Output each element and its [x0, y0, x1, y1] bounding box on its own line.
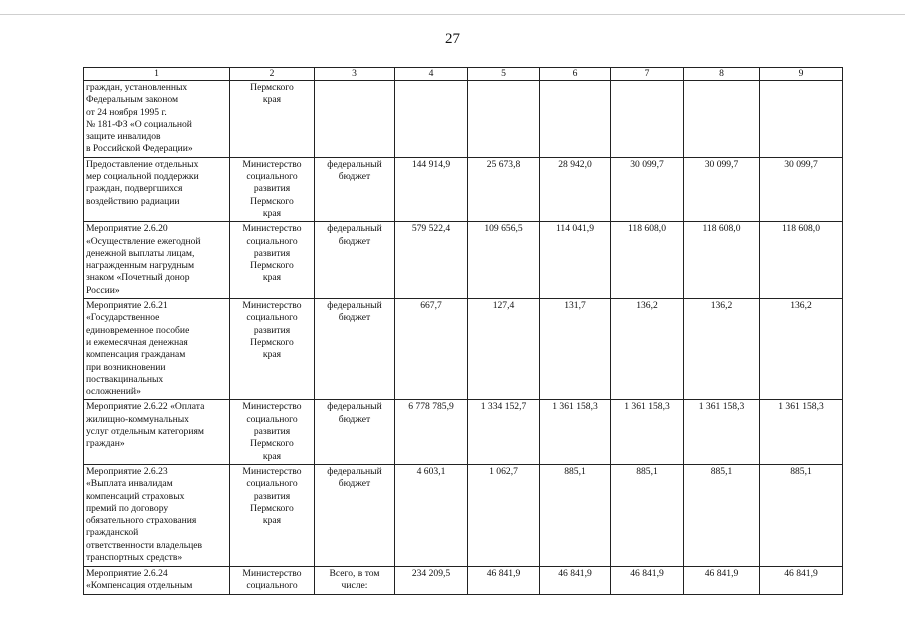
value-cell: 1 361 158,3 [760, 400, 843, 464]
value-cell: 1 361 158,3 [540, 400, 611, 464]
executor-cell: Министерство социального развития Пермского края [230, 299, 315, 400]
funding-source: федеральный бюджет [315, 400, 395, 464]
executor-cell: Министерство социального развития Пермского края [230, 400, 315, 464]
page-number: 27 [445, 31, 460, 47]
value-cell [468, 81, 540, 158]
value-cell: 144 914,9 [395, 157, 468, 221]
value-cell: 136,2 [684, 299, 760, 400]
executor-cell: Пермского края [230, 81, 315, 158]
column-header: 5 [468, 68, 540, 81]
value-cell: 127,4 [468, 299, 540, 400]
table-row [84, 157, 843, 221]
funding-source: федеральный бюджет [315, 299, 395, 400]
table-row [84, 81, 843, 158]
value-cell [611, 81, 684, 158]
value-cell [760, 81, 843, 158]
value-cell: 25 673,8 [468, 157, 540, 221]
funding-source: федеральный бюджет [315, 464, 395, 566]
value-cell: 885,1 [684, 464, 760, 566]
value-cell: 234 209,5 [395, 566, 468, 594]
executor-cell: Министерство социального развития Пермского края [230, 464, 315, 566]
measure-name: Мероприятие 2.6.20 «Осуществление ежегодной денежной выплаты лицам, награжденным нагрудным знаком «Почетный донор России» [84, 222, 230, 299]
value-cell: 136,2 [611, 299, 684, 400]
value-cell: 885,1 [760, 464, 843, 566]
value-cell: 114 041,9 [540, 222, 611, 299]
funding-source: федеральный бюджет [315, 222, 395, 299]
funding-source: федеральный бюджет [315, 157, 395, 221]
value-cell: 30 099,7 [684, 157, 760, 221]
measures-table [83, 67, 843, 595]
value-cell: 1 361 158,3 [611, 400, 684, 464]
value-cell [684, 81, 760, 158]
column-header: 2 [230, 68, 315, 81]
measure-name: Мероприятие 2.6.23 «Выплата инвалидам компенсаций страховых премий по договору обязательного страхования гражданской ответственности владельцев транспортных средств» [84, 464, 230, 566]
value-cell: 6 778 785,9 [395, 400, 468, 464]
value-cell: 1 334 152,7 [468, 400, 540, 464]
value-cell: 131,7 [540, 299, 611, 400]
funding-source [315, 81, 395, 158]
value-cell: 30 099,7 [611, 157, 684, 221]
measure-name: Предоставление отдельных мер социальной поддержки граждан, подвергшихся воздействию радиации [84, 157, 230, 221]
table-row [84, 222, 843, 299]
value-cell: 1 062,7 [468, 464, 540, 566]
measure-name: Мероприятие 2.6.22 «Оплата жилищно-коммунальных услуг отдельным категориям граждан» [84, 400, 230, 464]
value-cell: 118 608,0 [611, 222, 684, 299]
column-header: 4 [395, 68, 468, 81]
table-row [84, 566, 843, 594]
column-header: 9 [760, 68, 843, 81]
scan-top-edge [0, 14, 905, 15]
value-cell: 579 522,4 [395, 222, 468, 299]
column-header: 3 [315, 68, 395, 81]
table-row [84, 464, 843, 566]
value-cell: 136,2 [760, 299, 843, 400]
value-cell: 667,7 [395, 299, 468, 400]
value-cell: 28 942,0 [540, 157, 611, 221]
value-cell: 1 361 158,3 [684, 400, 760, 464]
value-cell: 4 603,1 [395, 464, 468, 566]
value-cell: 46 841,9 [611, 566, 684, 594]
table-row [84, 400, 843, 464]
executor-cell: Министерство социального [230, 566, 315, 594]
value-cell: 46 841,9 [540, 566, 611, 594]
value-cell: 885,1 [611, 464, 684, 566]
column-header: 8 [684, 68, 760, 81]
value-cell: 118 608,0 [684, 222, 760, 299]
column-header: 1 [84, 68, 230, 81]
value-cell: 30 099,7 [760, 157, 843, 221]
value-cell: 885,1 [540, 464, 611, 566]
table-row [84, 299, 843, 400]
measure-name: граждан, установленных Федеральным законом от 24 ноября 1995 г. № 181-ФЗ «О социальной защите инвалидов в Российской Федерации» [84, 81, 230, 158]
value-cell [395, 81, 468, 158]
column-header: 6 [540, 68, 611, 81]
value-cell: 46 841,9 [684, 566, 760, 594]
executor-cell: Министерство социального развития Пермского края [230, 222, 315, 299]
column-header: 7 [611, 68, 684, 81]
value-cell: 46 841,9 [760, 566, 843, 594]
measure-name: Мероприятие 2.6.21 «Государственное единовременное пособие и ежемесячная денежная компенсация гражданам при возникновении поствакцинальных осложнений» [84, 299, 230, 400]
executor-cell: Министерство социального развития Пермского края [230, 157, 315, 221]
value-cell: 46 841,9 [468, 566, 540, 594]
value-cell [540, 81, 611, 158]
funding-source: Всего, в том числе: [315, 566, 395, 594]
measure-name: Мероприятие 2.6.24 «Компенсация отдельным [84, 566, 230, 594]
value-cell: 109 656,5 [468, 222, 540, 299]
column-number-row [84, 68, 843, 81]
value-cell: 118 608,0 [760, 222, 843, 299]
